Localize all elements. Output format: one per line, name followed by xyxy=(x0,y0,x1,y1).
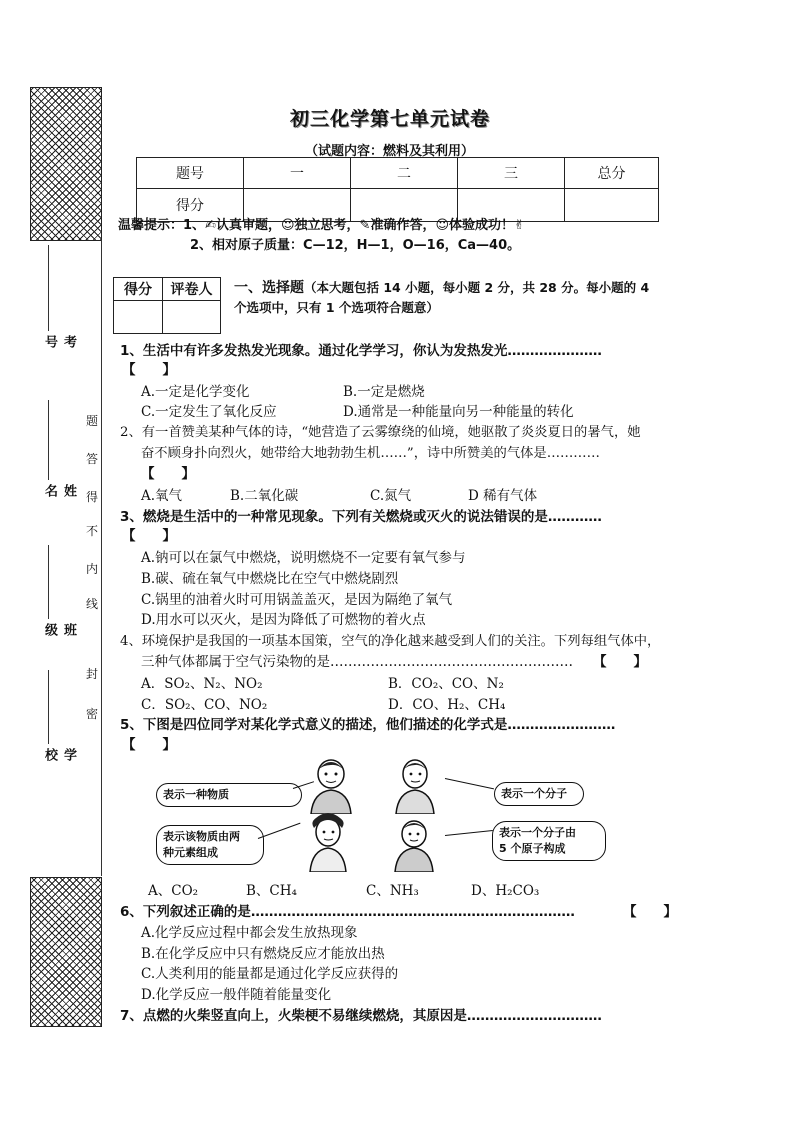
hand-icon: ✌ xyxy=(514,218,525,233)
q3-option-d[interactable]: D.用水可以灭火，是因为降低了可燃物的着火点 xyxy=(141,612,426,628)
q6-option-d[interactable]: D.化学反应一般伴随着能量变化 xyxy=(141,987,332,1003)
q5-stem: 5、下图是四位同学对某化学式意义的描述，他们描述的化学式是…………………… xyxy=(120,717,616,733)
q1-option-c[interactable]: C.一定发生了氧化反应 xyxy=(141,404,277,420)
q6-option-a[interactable]: A.化学反应过程中都会发生放热现象 xyxy=(141,925,358,941)
q3-option-c[interactable]: C.锅里的油着火时可用锅盖盖灭，是因为隔绝了氧气 xyxy=(141,592,453,608)
student-figure-3 xyxy=(300,812,356,872)
q1-bracket[interactable]: 【 】 xyxy=(122,362,176,378)
q2-option-b[interactable]: B.二氧化碳 xyxy=(230,488,299,504)
q4-option-c[interactable]: C．SO₂、CO、NO₂ xyxy=(141,697,268,713)
q1-option-b[interactable]: B.一定是燃烧 xyxy=(343,384,425,400)
student-figure-2 xyxy=(390,756,440,814)
bottom-seal-pattern xyxy=(30,877,102,1027)
speech-bubble-2: 表示一个分子 xyxy=(494,782,584,806)
pen-icon: ✍ xyxy=(205,218,216,233)
section1-note: 个选项中，只有 1 个选项符合题意） xyxy=(234,300,439,315)
q4-bracket[interactable]: 【 】 xyxy=(593,654,647,670)
tips-line-1: 温馨提示：1、✍认真审题，☺独立思考，✎准确作答，☺体验成功！✌ xyxy=(118,218,525,233)
q5-option-b[interactable]: B、CH₄ xyxy=(246,883,297,899)
q4-option-a[interactable]: A．SO₂、N₂、NO₂ xyxy=(141,676,263,692)
top-seal-pattern xyxy=(30,87,102,241)
grader-table xyxy=(113,277,221,334)
q5-option-a[interactable]: A、CO₂ xyxy=(148,883,199,899)
page-title: 初三化学第七单元试卷 xyxy=(290,108,491,130)
score-cell[interactable] xyxy=(565,189,659,222)
score-header-row xyxy=(137,158,659,189)
page-subtitle: （试题内容：燃料及其利用） xyxy=(305,144,475,159)
grader-score-cell[interactable] xyxy=(114,301,163,334)
q1-option-d[interactable]: D.通常是一种能量向另一种能量的转化 xyxy=(343,404,574,420)
pencil-icon: ✎ xyxy=(359,218,371,233)
q1-option-a[interactable]: A.一定是化学变化 xyxy=(141,384,250,400)
grader-person-cell[interactable] xyxy=(163,301,221,334)
speech-tail-2 xyxy=(445,778,494,789)
q4-stem-2: 三种气体都属于空气污染物的是……………………………………………… xyxy=(141,654,573,670)
grader-score-label: 得分 xyxy=(114,278,163,301)
q5-option-d[interactable]: D、H₂CO₃ xyxy=(471,883,540,899)
grader-person-label: 评卷人 xyxy=(163,278,221,301)
q2-option-d[interactable]: D 稀有气体 xyxy=(468,488,538,504)
q6-option-c[interactable]: C.人类利用的能量都是通过化学反应获得的 xyxy=(141,966,399,982)
q4-option-b[interactable]: B．CO₂、CO、N₂ xyxy=(388,676,504,692)
tips-line-2: 2、相对原子质量：C—12，H—1，O—16，Ca—40。 xyxy=(190,238,521,253)
q3-option-a[interactable]: A.钠可以在氯气中燃烧，说明燃烧不一定要有氧气参与 xyxy=(141,550,466,566)
q2-option-c[interactable]: C.氮气 xyxy=(370,488,412,504)
score-table xyxy=(136,157,659,222)
q2-bracket[interactable]: 【 】 xyxy=(141,466,195,482)
seal-word-da: 答 xyxy=(86,452,99,466)
q6-option-b[interactable]: B.在化学反应中只有燃烧反应才能放出热 xyxy=(141,946,385,962)
score-header-cell: 一 xyxy=(244,158,351,189)
speech-bubble-1: 表示一种物质 xyxy=(156,783,302,807)
student-figure-4 xyxy=(387,816,441,872)
student-figure-1 xyxy=(303,756,359,814)
speech-bubble-3: 表示该物质由两 种元素组成 xyxy=(156,825,264,865)
q3-bracket[interactable]: 【 】 xyxy=(122,528,176,544)
q3-option-b[interactable]: B.碳、硫在氧气中燃烧比在空气中燃烧剧烈 xyxy=(141,571,399,587)
q5-bracket[interactable]: 【 】 xyxy=(122,737,176,753)
q1-stem: 1、生活中有许多发热发光现象。通过化学学习，你认为发热发光………………… xyxy=(120,343,602,359)
score-header-cell: 三 xyxy=(458,158,565,189)
happy-face-icon: ☺ xyxy=(435,218,450,233)
seal-word-feng: 封 xyxy=(86,667,99,681)
q5-option-c[interactable]: C、NH₃ xyxy=(366,883,419,899)
score-header-cell: 总分 xyxy=(565,158,659,189)
smile-icon: ☺ xyxy=(280,218,295,233)
score-row-label: 得分 xyxy=(137,189,244,222)
q3-stem: 3、燃烧是生活中的一种常见现象。下列有关燃烧或灭火的说法错误的是………… xyxy=(120,509,602,525)
q6-stem: 6、下列叙述正确的是……………………………………………………………… xyxy=(120,904,575,920)
q2-stem-2: 奋不顾身扑向烈火，她带给大地勃勃生机……”，诗中所赞美的气体是………… xyxy=(141,446,600,461)
score-header-cell: 二 xyxy=(351,158,458,189)
seal-word-de: 得 xyxy=(86,490,99,504)
section1-heading: 一、选择题（本大题包括 14 小题，每小题 2 分，共 28 分。每小题的 4 xyxy=(234,280,650,296)
q2-stem-1: 2、有一首赞美某种气体的诗，“她营造了云雾缭绕的仙境，她驱散了炎炎夏日的暑气，她 xyxy=(120,425,641,440)
speech-tail-4 xyxy=(445,830,493,836)
seal-word-ti: 题 xyxy=(86,414,99,428)
q4-stem-1: 4、环境保护是我国的一项基本国策，空气的净化越来越受到人们的关注。下列每组气体中， xyxy=(120,634,661,649)
q6-bracket[interactable]: 【 】 xyxy=(623,904,677,920)
binding-line xyxy=(101,240,102,876)
seal-word-mi: 密 xyxy=(86,707,99,721)
speech-tail-3 xyxy=(258,823,301,839)
seal-word-xian: 线 xyxy=(86,597,99,611)
q4-option-d[interactable]: D．CO、H₂、CH₄ xyxy=(388,697,506,713)
speech-bubble-4: 表示一个分子由 5 个原子构成 xyxy=(492,821,606,861)
seal-word-nei: 内 xyxy=(86,562,99,576)
q7-stem: 7、点燃的火柴竖直向上，火柴梗不易继续燃烧，其原因是………………………… xyxy=(120,1008,602,1024)
seal-word-bu: 不 xyxy=(86,524,99,538)
q2-option-a[interactable]: A.氧气 xyxy=(141,488,183,504)
score-header-cell: 题号 xyxy=(137,158,244,189)
